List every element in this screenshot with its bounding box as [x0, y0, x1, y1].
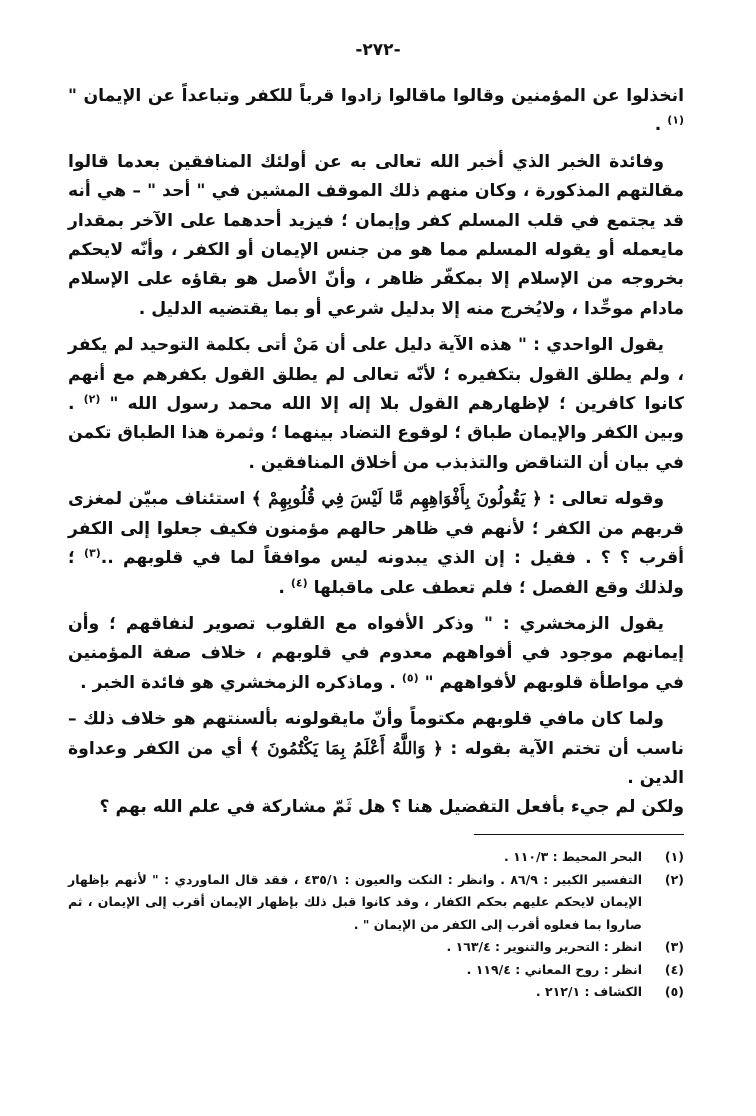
footnote-ref-1[interactable]: (١) — [667, 113, 684, 127]
paragraph-text: يقول الزمخشري : " وذكر الأفواه مع القلوب تصوير لنفاقهم ؛ وأن إيمانهم موجود في أفواههم معدوم في قلوبهم ، خلاف صفة المؤمنين في مواطأة قلوبهم لأفواههم " — [68, 613, 684, 693]
paragraph-text: يقول الواحدي : " هذه الآية دليل على أن مَنْ أتى بكلمة التوحيد لم يكفر ، ولم يطلق القول بتكفيره ؛ لأنّه تعالى لم يطلق القول بكفرهم مع أنهم كانوا كافرين ؛ لإظهارهم القول بلا إله إلا الله محمد رسول الله " — [68, 335, 685, 415]
footnote-number: (١) — [664, 849, 684, 864]
footnote-text: الكشاف : ٢١٢/١ . — [535, 984, 642, 999]
main-text — [68, 82, 684, 830]
paragraph-text: استئناف مبيّن لمغزى قربهم من الكفر ؛ لأنهم في ظاهر حالهم مؤمنون فكيف جعلوا إلى الكفر أقرب ؟ ؟ . فقيل : إن الذي يبدونه ليس موافقاً لما في قلوبهم .. — [68, 489, 685, 569]
paragraph-text: . — [278, 577, 285, 598]
footnote-ref-2[interactable]: (٢) — [83, 392, 101, 406]
paragraph-text: ولكن لم جيء بأفعل التفضيل هنا ؟ هل ثَمّ مشاركة في علم الله بهم ؟ — [99, 797, 684, 818]
footnote-text: التفسير الكبير : ٨٦/٩ . وانظر : النكت والعيون : ٤٣٥/١ ، فقد قال الماوردي : " لأنهم بإظهار الإيمان لايحكم عليهم بحكم الكفار ، وقد كانوا قبل ذلك بإظهار الإيمان أقرب إلى الإيمان ، ثم صاروا بما فعلوه أقرب إلى الكفر من الإيمان " . — [68, 871, 643, 932]
footnote-text: انظر : التحرير والتنوير : ١٦٣/٤ . — [446, 939, 642, 954]
quran-verse: ﴿ وَاللَّهُ أَعْلَمُ بِمَا يَكْتُمُونَ ﴾ — [249, 738, 443, 759]
footnote-divider — [474, 834, 684, 835]
footnote-item — [68, 981, 684, 1004]
paragraph-text: انخذلوا عن المؤمنين وقالوا ماقالوا زادوا قرباً للكفر وتباعداً عن الإيمان " — [68, 86, 684, 106]
paragraph-text: . — [654, 115, 662, 136]
paragraph-text: أي من الكفر وعداوة الدين . — [68, 738, 684, 788]
paragraph-5 — [68, 610, 684, 698]
footnote-number: (٣) — [664, 939, 684, 954]
footnote-ref-3[interactable]: (٣) — [84, 546, 101, 560]
quran-verse: ﴿ يَقُولُونَ بِأَفْوَاهِهِم مَّا لَيْسَ فِي قُلُوبِهِمْ ﴾ — [251, 489, 542, 510]
paragraph-2: وفائدة الخبر الذي أخبر الله تعالى به عن أولئك المنافقين بعدما قالوا مقالتهم المذكورة ، وكان منهم ذلك الموقف المشين في " أحد " – هي أنه قد يجتمع في قلب المسلم كفر وإيمان ؛ فيزيد أحدهما على الآخر بمقدار مايعمله أو يقوله المسلم مما هو من جنس الإيمان أو الكفر ، وأنّه لايحكم بخروجه من الإسلام إلا بمكفّر ظاهر ، وأنّ الأصل هو بقاؤه على الإسلام مادام موحِّدا ، ولايُخرج منه إلا بدليل شرعي أو بما يقتضيه الدليل . — [68, 151, 684, 319]
paragraph-3 — [68, 331, 684, 478]
paragraph-1 — [68, 82, 684, 141]
footnote-text: البحر المحيط : ١١٠/٣ . — [504, 849, 642, 864]
footnote-ref-5[interactable]: (٥) — [401, 670, 419, 684]
footnote-ref-4[interactable]: (٤) — [290, 575, 308, 589]
paragraph-text: . وماذكره الزمخشري هو فائدة الخبر . — [80, 672, 396, 693]
footnote-item — [68, 869, 684, 937]
footnote-number: (٥) — [664, 984, 684, 999]
footnote-text: انظر : روح المعاني : ١١٩/٤ . — [466, 961, 642, 977]
paragraph-text: ؛ ولذلك وقع الفصل ؛ فلم تعطف على ماقبلها — [68, 548, 684, 598]
footnote-number: (٢) — [664, 871, 684, 887]
footnotes — [68, 846, 684, 1004]
footnote-item — [68, 936, 684, 959]
footnote-number: (٤) — [664, 961, 684, 977]
paragraph-text: وقوله تعالى : — [548, 489, 665, 510]
page-number: -٢٧٢- — [355, 40, 401, 60]
footnote-item — [68, 959, 684, 982]
paragraph-6 — [68, 705, 684, 823]
paragraph-text: . وبين الكفر والإيمان طباق ؛ لوقوع التضاد بينهما ؛ وثمرة هذا الطباق تكمن في بيان أن التناقض والتذبذب من أخلاق المنافقين . — [68, 394, 684, 473]
footnote-item — [68, 846, 684, 869]
paragraph-4 — [68, 485, 684, 603]
paragraph-text: ولما كان مافي قلوبهم مكتوماً وأنّ مايقولونه بألسنتهم هو خلاف ذلك – ناسب أن تختم الآية بقوله : — [68, 709, 684, 759]
